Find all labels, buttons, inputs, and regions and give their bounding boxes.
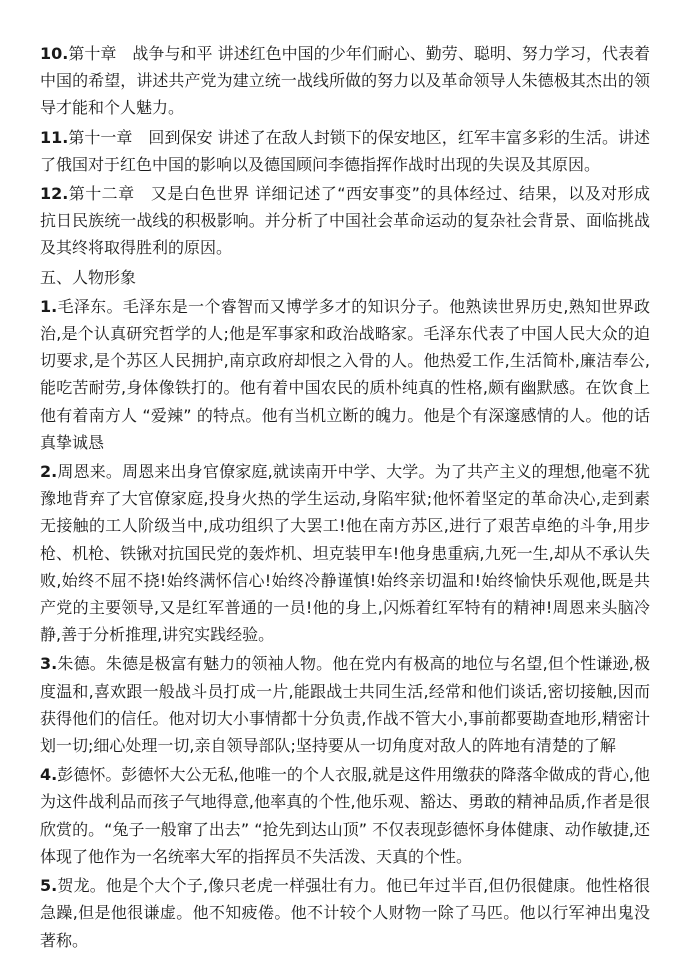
chapter-10-title: 第十章 战争与和平 [68,44,213,63]
figure-3-number: 3. [40,654,58,674]
figure-4-text: 彭德怀。彭德怀大公无私,他唯一的个人衣服,就是这件用缴获的降落伞做成的背心,他为这件战利品而孩子气地得意,他率真的个性,他乐观、豁达、勇敢的精神品质,作者是很欣赏的。“兔子一般窜了出去” “抢先到达山顶” 不仅表现彭德怀身体健康、动作敏捷,还体现了他作为一名统率大军的指挥员不失活泼、天真的个性。 [40,765,650,866]
chapter-11-text: 讲述了在敌人封锁下的保安地区，红军丰富多彩的生活。讲述了俄国对于红色中国的影响以及德国顾问李德指挥作战时出现的失误及其原因。 [40,127,650,174]
chapter-11-paragraph [40,124,650,178]
figure-5-text: 贺龙。他是个大个子,像只老虎一样强壮有力。他已年过半百,但仍很健康。他性格很急躁,但是他很谦虚。他不知疲倦。他不计较个人财物一除了马匹。他以行军神出鬼没著称。 [40,876,650,950]
chapter-11-number: 11. [40,127,69,147]
chapter-12-text: 详细记述了“西安事变”的具体经过、结果，以及对形成抗日民族统一战线的积极影响。并分析了中国社会革命运动的复杂社会背景、面临挑战及其终将取得胜利的原因。 [40,184,650,258]
figure-3-text: 朱德。朱德是极富有魅力的领袖人物。他在党内有极高的地位与名望,但个性谦逊,极度温和,喜欢跟一般战斗员打成一片,能跟战士共同生活,经常和他们谈话,密切接触,因而获得他们的信任。他对切大小事情都十分负责,作战不管大小,事前都要勘查地形,精密计划一切;细心处理一切,亲自领导部队;坚持要从一切角度对敌人的阵地有清楚的了解 [40,654,650,756]
chapter-11-title: 第十一章 回到保安 [68,127,213,147]
chapter-10-number: 10. [40,44,69,63]
figure-1-text: 毛泽东。毛泽东是一个睿智而又博学多才的知识分子。他熟读世界历史,熟知世界政治,是个认真研究哲学的人;他是军事家和政治战略家。毛泽东代表了中国人民大众的迫切要求,是个苏区人民拥护,南京政府却恨之入骨的人。他热爱工作,生活简朴,廉洁奉公,能吃苦耐劳,身体像铁打的。他有着中国农民的质朴纯真的性格,颇有幽默感。在饮食上他有着南方人 “爱辣” 的特点。他有当机立断的魄力。他是个有深邃感情的人。他的话真挚诚恳 [40,296,650,452]
figure-1-number: 1. [40,296,58,316]
figure-2-text: 周恩来。周恩来出身官僚家庭,就读南开中学、大学。为了共产主义的理想,他毫不犹豫地背弃了大官僚家庭,投身火热的学生运动,身陷牢狱;他怀着坚定的革命决心,走到素无接触的工人阶级当中,成功组织了大罢工!他在南方苏区,进行了艰苦卓绝的斗争,用步枪、机枪、铁锹对抗国民党的轰炸机、坦克装甲车!他身患重病,九死一生,却从不承认失败,始终不屈不挠!始终满怀信心!始终冷静谨慎!始终亲切温和!始终愉快乐观他,既是共产党的主要领导,又是红军普通的一员!他的身上,闪烁着红军特有的精神!周恩来头脑冷静,善于分析推理,讲究实践经验。 [40,462,650,645]
chapter-12-title: 第十二章 又是白色世界 [68,184,250,204]
chapter-12-paragraph [40,180,650,262]
figure-2-number: 2. [40,462,58,482]
chapter-12-number: 12. [40,184,69,204]
figure-3-paragraph [40,650,650,759]
figure-5-paragraph [40,872,650,954]
figure-4-number: 4. [40,765,58,785]
chapter-10-text: 讲述红色中国的少年们耐心、勤劳、聪明、努力学习，代表着中国的希望，讲述共产党为建立统一战线所做的努力以及革命领导人朱德极其杰出的领导才能和个人魅力。 [40,44,650,118]
section-heading: 五、人物形象 [40,267,137,287]
figure-2-paragraph [40,458,650,648]
figure-4-paragraph [40,761,650,870]
chapter-10-paragraph [40,40,650,122]
figure-1-paragraph [40,293,650,456]
figure-5-number: 5. [40,876,58,896]
